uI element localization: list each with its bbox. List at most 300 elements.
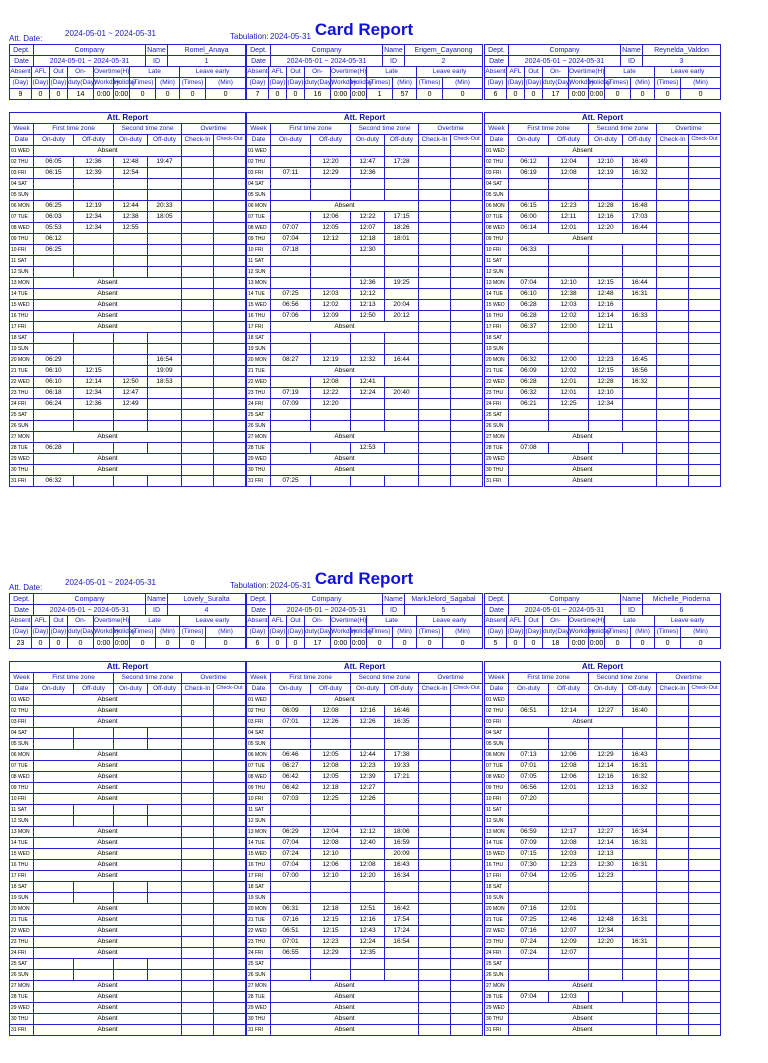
punch-time: [311, 190, 351, 201]
punch-time: [385, 443, 419, 454]
overtime-out-cell: [451, 300, 483, 311]
day-row: [10, 981, 246, 992]
day-label: 22 WED: [485, 377, 509, 388]
punch-time: [74, 970, 114, 981]
punch-time: [271, 970, 311, 981]
overtime-in-cell: [419, 772, 451, 783]
punch-time: 12:16: [589, 212, 623, 223]
day-label: 26 SUN: [10, 970, 34, 981]
overtime-out-cell: [689, 816, 721, 827]
early-min-label: (Min): [443, 78, 483, 89]
overtime-out-cell: [689, 981, 721, 992]
day-row: [247, 157, 483, 168]
punch-time: [271, 278, 311, 289]
out-unit: (Day): [50, 78, 68, 89]
summary-value: 0: [269, 638, 287, 649]
overtime-in-cell: [182, 783, 214, 794]
punch-time: [311, 959, 351, 970]
day-row: [485, 201, 721, 212]
overtime-out-cell: [689, 750, 721, 761]
overtime-out-cell: [214, 849, 246, 860]
punch-time: 18:06: [385, 827, 419, 838]
day-label: 20 MON: [485, 355, 509, 366]
punch-time: [385, 289, 419, 300]
overtime-out-cell: [214, 970, 246, 981]
day-label: 09 THU: [485, 234, 509, 245]
column-header-row: [485, 135, 721, 146]
holiday-label: Holiday: [114, 78, 130, 89]
on-duty-label: On-duty: [509, 135, 549, 146]
day-row: [485, 1003, 721, 1014]
day-label: 10 FRI: [485, 794, 509, 805]
att-report-title-row: [10, 113, 246, 124]
punch-time: [271, 256, 311, 267]
punch-time: [148, 816, 182, 827]
overtime-out-cell: [689, 289, 721, 300]
punch-time: [271, 179, 311, 190]
overtime-in-cell: [182, 476, 214, 487]
day-label: 27 MON: [10, 981, 34, 992]
day-row: [10, 761, 246, 772]
overtime-out-cell: [451, 410, 483, 421]
punch-time: 12:12: [351, 827, 385, 838]
name-label: Name: [384, 595, 403, 603]
overtime-in-cell: [182, 937, 214, 948]
day-label: 24 FRI: [485, 948, 509, 959]
overtime-out-cell: [689, 388, 721, 399]
att-date-label: Att. Date:: [9, 583, 43, 592]
punch-time: 12:10: [589, 157, 623, 168]
day-label: 30 THU: [10, 1014, 34, 1025]
absent-cell: Absent: [34, 432, 182, 443]
overtime-out-cell: [214, 421, 246, 432]
day-row: [10, 706, 246, 717]
punch-time: [34, 179, 74, 190]
late-label: Late: [130, 67, 180, 78]
punch-time: [589, 794, 623, 805]
onduty-label: On-: [305, 67, 331, 78]
off-duty-2-label: Off-duty: [623, 135, 657, 146]
overtime-in-cell: [657, 399, 689, 410]
absent-cell: Absent: [509, 1025, 657, 1036]
att-report-table: [484, 661, 721, 1036]
punch-time: 12:20: [311, 399, 351, 410]
overtime-out-cell: [451, 750, 483, 761]
overtime-in-cell: [419, 717, 451, 728]
day-label: 09 THU: [10, 234, 34, 245]
att-report-table: [246, 112, 483, 487]
att-report-title: Att. Report: [485, 113, 721, 124]
day-row: [10, 267, 246, 278]
punch-time: 19:25: [385, 278, 419, 289]
punch-time: 12:14: [589, 311, 623, 322]
afl-label: AFL: [269, 616, 287, 627]
punch-time: [271, 190, 311, 201]
second-zone-label: Second time zone: [351, 673, 419, 684]
punch-time: [549, 179, 589, 190]
punch-time: 06:28: [509, 311, 549, 322]
punch-time: 12:05: [311, 223, 351, 234]
punch-time: [549, 245, 589, 256]
day-label: 11 SAT: [485, 256, 509, 267]
day-row: [247, 168, 483, 179]
punch-time: 07:24: [509, 937, 549, 948]
punch-time: [549, 882, 589, 893]
overtime-out-cell: [451, 948, 483, 959]
punch-time: 12:39: [351, 772, 385, 783]
late-label: Late: [605, 616, 655, 627]
day-row: [485, 388, 721, 399]
day-label: 16 THU: [247, 311, 271, 322]
punch-time: 07:11: [271, 168, 311, 179]
on-duty-2-label: On-duty: [114, 684, 148, 695]
punch-time: [509, 344, 549, 355]
overtime-in-cell: [657, 267, 689, 278]
punch-time: 12:34: [589, 926, 623, 937]
name-label: Name: [622, 595, 641, 603]
day-row: [10, 201, 246, 212]
punch-time: 12:20: [311, 157, 351, 168]
summary-value: 0: [525, 638, 543, 649]
punch-time: 06:28: [34, 443, 74, 454]
punch-time: 12:49: [114, 399, 148, 410]
overtime-out-cell: [214, 739, 246, 750]
punch-time: 06:15: [34, 168, 74, 179]
punch-time: [114, 234, 148, 245]
overtime-in-cell: [182, 168, 214, 179]
overtime-out-cell: [451, 333, 483, 344]
day-label: 03 FRI: [485, 717, 509, 728]
overtime-in-cell: [657, 168, 689, 179]
day-row: [10, 717, 246, 728]
overtime-in-cell: [182, 739, 214, 750]
overtime-in-cell: [657, 981, 689, 992]
punch-time: [74, 179, 114, 190]
summary-value: 0: [507, 638, 525, 649]
day-row: [485, 355, 721, 366]
overtime-in-cell: [182, 212, 214, 223]
dept-label: Dept.: [485, 594, 509, 605]
overtime-in-cell: [419, 311, 451, 322]
overtime-in-cell: [419, 432, 451, 443]
check-in-label: Check-In: [182, 135, 214, 146]
punch-time: [351, 805, 385, 816]
punch-time: [311, 256, 351, 267]
punch-time: 16:43: [385, 860, 419, 871]
punch-time: 12:47: [114, 388, 148, 399]
day-row: [10, 816, 246, 827]
punch-time: [623, 179, 657, 190]
company-label: Company: [34, 45, 146, 56]
overtime-out-cell: [451, 992, 483, 1003]
day-label: 06 MON: [247, 750, 271, 761]
day-label: 13 MON: [485, 278, 509, 289]
summary-value: 16: [305, 89, 331, 100]
overtime-in-cell: [182, 300, 214, 311]
punch-time: [271, 157, 311, 168]
overtime-out-cell: [451, 432, 483, 443]
summary-value: 0: [507, 89, 525, 100]
zone-header-row: [10, 124, 246, 135]
overtime-in-cell: [657, 465, 689, 476]
punch-time: 06:10: [34, 366, 74, 377]
punch-time: [351, 399, 385, 410]
punch-time: [148, 970, 182, 981]
punch-time: 06:15: [509, 201, 549, 212]
overtime-out-cell: [451, 794, 483, 805]
punch-time: [351, 421, 385, 432]
punch-time: [74, 739, 114, 750]
overtime-in-cell: [419, 882, 451, 893]
day-label: 08 WED: [485, 772, 509, 783]
summary-values-row: [247, 638, 483, 649]
punch-time: 12:55: [114, 223, 148, 234]
overtime-out-cell: [689, 827, 721, 838]
day-label: 23 THU: [247, 937, 271, 948]
punch-time: [34, 410, 74, 421]
overtime-in-cell: [657, 289, 689, 300]
day-row: [10, 893, 246, 904]
punch-time: [74, 245, 114, 256]
punch-time: [311, 278, 351, 289]
punch-time: 12:08: [311, 706, 351, 717]
day-label: 16 THU: [485, 860, 509, 871]
day-label: 20 MON: [247, 355, 271, 366]
summary-value: 14: [68, 89, 94, 100]
punch-time: 12:23: [549, 201, 589, 212]
overtime-in-cell: [657, 772, 689, 783]
overtime-in-cell: [419, 234, 451, 245]
overtime-out-cell: [451, 355, 483, 366]
punch-time: [148, 344, 182, 355]
overtime-in-cell: [182, 322, 214, 333]
punch-time: [271, 443, 311, 454]
onduty-unit: duty(Day): [543, 627, 569, 638]
dept-label: Dept.: [247, 594, 271, 605]
on-duty-label: On-duty: [509, 684, 549, 695]
column-header-row: [10, 135, 246, 146]
absent-cell: Absent: [34, 827, 182, 838]
date-range: 2024-05-01 ~ 2024-05-31: [34, 605, 146, 616]
overtime-in-cell: [657, 476, 689, 487]
overtime-in-cell: [182, 750, 214, 761]
overtime-in-cell: [182, 849, 214, 860]
day-row: [485, 465, 721, 476]
punch-time: 12:50: [114, 377, 148, 388]
punch-time: 12:40: [351, 838, 385, 849]
punch-time: [148, 443, 182, 454]
day-label: 01 WED: [10, 146, 34, 157]
overtime-out-cell: [214, 761, 246, 772]
day-row: [485, 454, 721, 465]
overtime-in-cell: [182, 190, 214, 201]
overtime-out-cell: [214, 904, 246, 915]
overtime-in-cell: [419, 201, 451, 212]
day-label: 28 TUE: [247, 992, 271, 1003]
day-row: [10, 992, 246, 1003]
day-label: 05 SUN: [485, 739, 509, 750]
overtime-out-cell: [214, 333, 246, 344]
overtime-in-cell: [419, 344, 451, 355]
check-out-label: Check-Out: [689, 135, 721, 146]
overtime-out-cell: [214, 201, 246, 212]
punch-time: 17:24: [385, 926, 419, 937]
absent-cell: Absent: [34, 706, 182, 717]
overtime-in-cell: [657, 212, 689, 223]
overtime-out-cell: [689, 190, 721, 201]
check-out-label: Check-Out: [451, 684, 483, 695]
off-duty-label: Off-duty: [74, 684, 114, 695]
punch-time: [34, 739, 74, 750]
punch-time: 12:26: [311, 717, 351, 728]
punch-time: [589, 805, 623, 816]
punch-time: 19:09: [148, 366, 182, 377]
day-label: 19 SUN: [485, 893, 509, 904]
tabulation-label: Tabulation:: [230, 581, 269, 590]
onduty-unit: duty(Day): [305, 627, 331, 638]
punch-time: [623, 410, 657, 421]
overtime-out-cell: [214, 992, 246, 1003]
afl-label: AFL: [507, 67, 525, 78]
punch-time: [271, 146, 311, 157]
overtime-in-cell: [657, 706, 689, 717]
day-row: [247, 245, 483, 256]
punch-time: [114, 476, 148, 487]
card-header-table: [484, 593, 721, 616]
punch-time: 12:48: [589, 915, 623, 926]
punch-time: 12:16: [351, 915, 385, 926]
punch-time: [385, 267, 419, 278]
punch-time: 06:12: [509, 157, 549, 168]
punch-time: [114, 245, 148, 256]
overtime-out-cell: [214, 289, 246, 300]
day-label: 19 SUN: [247, 893, 271, 904]
overtime-in-cell: [419, 476, 451, 487]
punch-time: 12:41: [351, 377, 385, 388]
day-label: 28 TUE: [10, 992, 34, 1003]
date-range: 2024-05-01 ~ 2024-05-31: [509, 56, 621, 67]
punch-time: 12:26: [351, 717, 385, 728]
day-label: 29 WED: [10, 454, 34, 465]
dept-label: Dept.: [485, 45, 509, 56]
att-report-table: [246, 661, 483, 1036]
overtime-out-cell: [214, 300, 246, 311]
overtime-out-cell: [451, 904, 483, 915]
day-label: 18 SAT: [10, 333, 34, 344]
punch-time: [351, 256, 385, 267]
summary-value: 0: [206, 89, 246, 100]
summary-value: 0: [287, 638, 305, 649]
punch-time: [589, 739, 623, 750]
overtime-out-cell: [689, 223, 721, 234]
punch-time: 07:04: [271, 838, 311, 849]
punch-time: 12:25: [311, 794, 351, 805]
employee-id: 2: [405, 56, 483, 67]
day-label: 19 SUN: [247, 344, 271, 355]
day-row: [10, 146, 246, 157]
overtime-h-label: Overtime(H): [331, 616, 367, 627]
day-label: 05 SUN: [10, 190, 34, 201]
overtime-out-cell: [451, 783, 483, 794]
summary-value: 0: [655, 89, 681, 100]
second-zone-label: Second time zone: [114, 673, 182, 684]
day-label: 18 SAT: [247, 882, 271, 893]
punch-time: [351, 179, 385, 190]
overtime-out-cell: [214, 728, 246, 739]
day-label: 22 WED: [247, 377, 271, 388]
punch-time: 12:01: [549, 783, 589, 794]
punch-time: 07:07: [271, 223, 311, 234]
overtime-out-cell: [689, 959, 721, 970]
overtime-in-cell: [657, 410, 689, 421]
summary-value: 0: [655, 638, 681, 649]
punch-time: [311, 146, 351, 157]
absent-label: Absent: [485, 67, 507, 78]
out-label: Out: [50, 67, 68, 78]
out-unit: (Day): [525, 78, 543, 89]
overtime-in-cell: [182, 355, 214, 366]
day-label: 24 FRI: [247, 399, 271, 410]
punch-time: 12:36: [351, 168, 385, 179]
day-label: 11 SAT: [247, 256, 271, 267]
punch-time: 07:16: [271, 915, 311, 926]
punch-time: [623, 739, 657, 750]
day-label: 08 WED: [485, 223, 509, 234]
day-row: [247, 750, 483, 761]
absent-cell: Absent: [271, 992, 419, 1003]
leave-early-label: Leave early: [180, 67, 246, 78]
punch-time: [549, 805, 589, 816]
first-zone-label: First time zone: [34, 673, 114, 684]
day-row: [485, 421, 721, 432]
day-label: 15 WED: [485, 300, 509, 311]
overtime-out-cell: [689, 1014, 721, 1025]
punch-time: [385, 146, 419, 157]
overtime-out-cell: [451, 695, 483, 706]
punch-time: 12:04: [311, 827, 351, 838]
punch-time: 12:38: [549, 289, 589, 300]
employee-card: [484, 44, 720, 513]
day-label: 31 FRI: [485, 476, 509, 487]
punch-time: [34, 959, 74, 970]
day-row: [247, 904, 483, 915]
day-label: 29 WED: [485, 1003, 509, 1014]
punch-time: [271, 333, 311, 344]
holiday-label: Holiday: [351, 78, 367, 89]
punch-time: [385, 794, 419, 805]
early-times-label: (Times): [655, 78, 681, 89]
punch-time: 07:16: [509, 904, 549, 915]
day-label: 11 SAT: [485, 805, 509, 816]
day-label: 04 SAT: [10, 728, 34, 739]
overtime-in-cell: [419, 750, 451, 761]
day-row: [485, 926, 721, 937]
overtime-in-cell: [182, 256, 214, 267]
absent-label: Absent: [10, 67, 32, 78]
summary-value: 5: [485, 638, 507, 649]
overtime-in-cell: [419, 739, 451, 750]
punch-time: [351, 728, 385, 739]
absent-cell: Absent: [34, 1025, 182, 1036]
day-row: [485, 146, 721, 157]
overtime-in-cell: [182, 871, 214, 882]
day-label: 21 TUE: [10, 366, 34, 377]
punch-time: 06:29: [271, 827, 311, 838]
punch-time: [351, 970, 385, 981]
punch-time: 06:55: [271, 948, 311, 959]
off-duty-2-label: Off-duty: [148, 684, 182, 695]
day-label: 04 SAT: [485, 179, 509, 190]
